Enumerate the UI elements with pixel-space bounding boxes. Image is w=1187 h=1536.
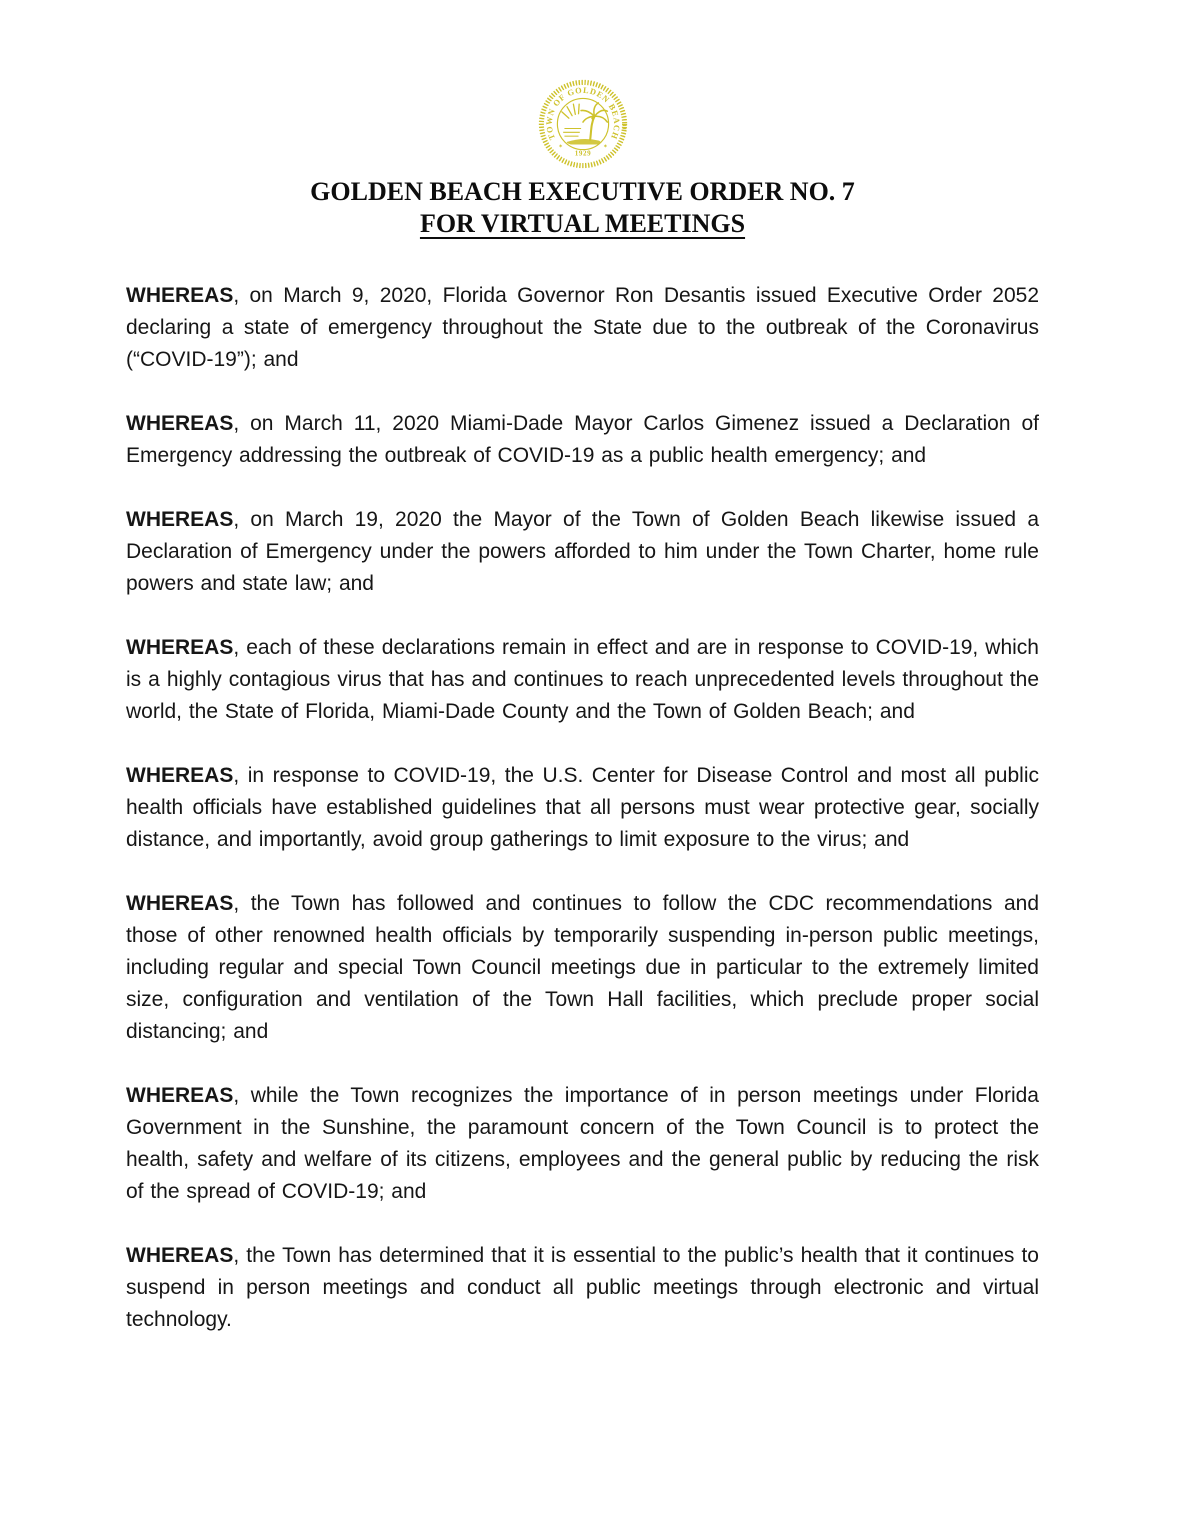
whereas-paragraph-8: [126, 1240, 1039, 1336]
paragraph-text: , on March 11, 2020 Miami-Dade Mayor Carlos Gimenez issued a Declaration of Emergency addressing the outbreak of COVID-19 as a public health emergency; and: [126, 412, 1039, 467]
whereas-lead: WHEREAS: [126, 508, 234, 531]
whereas-paragraph-1: [126, 280, 1039, 376]
whereas-lead: WHEREAS: [126, 284, 234, 307]
document-title: [126, 176, 1039, 240]
whereas-paragraph-7: [126, 1080, 1039, 1208]
seal-year: 1929: [574, 149, 591, 158]
document-title-line1: GOLDEN BEACH EXECUTIVE ORDER NO. 7: [310, 177, 855, 206]
paragraph-text: , in response to COVID-19, the U.S. Center for Disease Control and most all public health officials have established guidelines that all persons must wear protective gear, socially distance, and importantly, avoid group gatherings to limit exposure to the virus; and: [126, 764, 1039, 851]
whereas-lead: WHEREAS: [126, 1084, 234, 1107]
seal-ring-text: TOWN OF GOLDEN BEACH: [544, 85, 621, 142]
paragraph-text: , while the Town recognizes the importance of in person meetings under Florida Government in the Sunshine, the paramount concern of the Town Council is to protect the health, safety and welfare of its citizens, employees and the general public by reducing the risk of the spread of COVID-19; and: [126, 1084, 1039, 1203]
whereas-paragraph-2: [126, 408, 1039, 472]
whereas-paragraph-5: [126, 760, 1039, 856]
water-lines: [563, 128, 581, 136]
document-title-line2: FOR VIRTUAL MEETINGS: [419, 209, 746, 238]
whereas-paragraph-4: [126, 632, 1039, 728]
seal-star-right-icon: ✶: [603, 143, 607, 149]
whereas-lead: WHEREAS: [126, 412, 234, 435]
paragraph-text: , on March 19, 2020 the Mayor of the Town of Golden Beach likewise issued a Declaration of Emergency under the powers afforded to him under the Town Charter, home rule powers and state law; and: [126, 508, 1039, 595]
whereas-paragraph-3: [126, 504, 1039, 600]
whereas-lead: WHEREAS: [126, 1244, 234, 1267]
paragraph-text: , the Town has determined that it is essential to the public’s health that it continues to suspend in person meetings and conduct all public meetings through electronic and virtual technology.: [126, 1244, 1039, 1331]
paragraph-text: , the Town has followed and continues to follow the CDC recommendations and those of other renowned health officials by temporarily suspending in-person public meetings, including regular and special Town Council meetings due in particular to the extremely limited size, configuration and ventilation of the Town Hall facilities, which preclude proper social distancing; and: [126, 892, 1039, 1043]
whereas-lead: WHEREAS: [126, 764, 234, 787]
seal-star-left-icon: ✶: [558, 143, 562, 149]
whereas-lead: WHEREAS: [126, 892, 234, 915]
whereas-paragraph-6: [126, 888, 1039, 1048]
whereas-lead: WHEREAS: [126, 636, 234, 659]
beach-ground: [566, 139, 600, 144]
paragraph-text: , on March 9, 2020, Florida Governor Ron Desantis issued Executive Order 2052 declaring a state of emergency throughout the State due to the outbreak of the Coronavirus (“COVID-19”); and: [126, 284, 1039, 371]
paragraph-text: , each of these declarations remain in effect and are in response to COVID-19, which is a highly contagious virus that has and continues to reach unprecedented levels throughout the world, the State of Florida, Miami-Dade County and the Town of Golden Beach; and: [126, 636, 1039, 723]
town-of-golden-beach-seal-icon: [535, 76, 631, 172]
